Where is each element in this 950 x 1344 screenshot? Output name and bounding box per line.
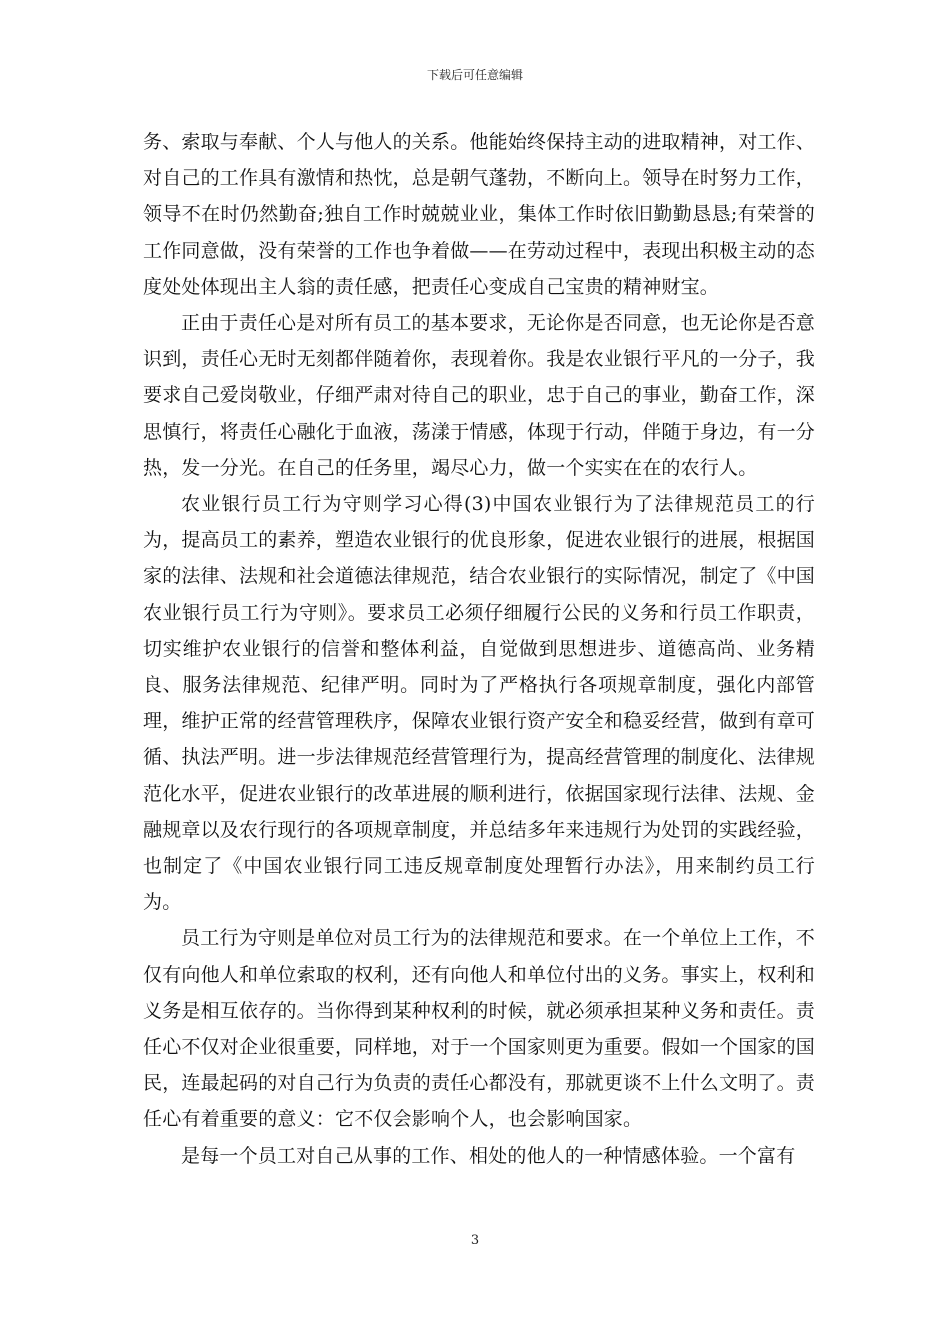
paragraph-1: 务、索取与奉献、个人与他人的关系。他能始终保持主动的进取精神，对工作、对自己的工作具有激情和热忱，总是朝气蓬勃，不断向上。领导在时努力工作，领导不在时仍然勤奋;独自工作时兢兢业业，集体工作时依旧勤勤恳恳;有荣誉的工作同意做，没有荣誉的工作也争着做——在劳动过程中，表现出积极主动的态度处处体现出主人翁的责任感，把责任心变成自己宝贵的精神财宝。 <box>143 131 816 298</box>
document-body <box>143 124 815 1174</box>
paragraph-5: 是每一个员工对自己从事的工作、相处的他人的一种情感体验。一个富有 <box>181 1144 796 1167</box>
page-number: 3 <box>470 1233 480 1248</box>
paragraph-3: 农业银行员工行为守则学习心得(3)中国农业银行为了法律规范员工的行为，提高员工的素养，塑造农业银行的优良形象，促进农业银行的进展，根据国家的法律、法规和社会道德法律规范，结合农业银行的实际情况，制定了《中国农业银行员工行为守则》。要求员工必须仔细履行公民的义务和行员工作职责，切实维护农业银行的信誉和整体利益，自觉做到思想进步、道德高尚、业务精良、服务法律规范、纪律严明。同时为了严格执行各项规章制度，强化内部管理，维护正常的经营管理秩序，保障农业银行资产安全和稳妥经营，做到有章可循、执法严明。进一步法律规范经营管理行为，提高经营管理的制度化、法律规范化水平，促进农业银行的改革进展的顺利进行，依据国家现行法律、法规、金融规章以及农行现行的各项规章制度，并总结多年来违规行为处罚的实践经验，也制定了《中国农业银行同工违反规章制度处理暂行办法》，用来制约员工行为。 <box>143 493 816 914</box>
paragraph-2: 正由于责任心是对所有员工的基本要求，无论你是否同意，也无论你是否意识到，责任心无时无刻都伴随着你，表现着你。我是农业银行平凡的一分子，我要求自己爱岗敬业，仔细严肃对待自己的职业，忠于自己的事业，勤奋工作，深思慎行，将责任心融化于血液，荡漾于情感，体现于行动，伴随于身边，有一分热，发一分光。在自己的任务里，竭尽心力，做一个实实在在的农行人。 <box>143 312 816 479</box>
page-header: 下载后可任意编辑 <box>426 68 523 82</box>
paragraph-4: 员工行为守则是单位对员工行为的法律规范和要求。在一个单位上工作，不仅有向他人和单位索取的权利，还有向他人和单位付出的义务。事实上，权利和义务是相互依存的。当你得到某种权利的时候，就必须承担某种义务和责任。责任心不仅对企业很重要，同样地，对于一个国家则更为重要。假如一个国家的国民，连最起码的对自己行为负责的责任心都没有，那就更谈不上什么文明了。责任心有着重要的意义：它不仅会影响个人，也会影响国家。 <box>143 927 816 1131</box>
